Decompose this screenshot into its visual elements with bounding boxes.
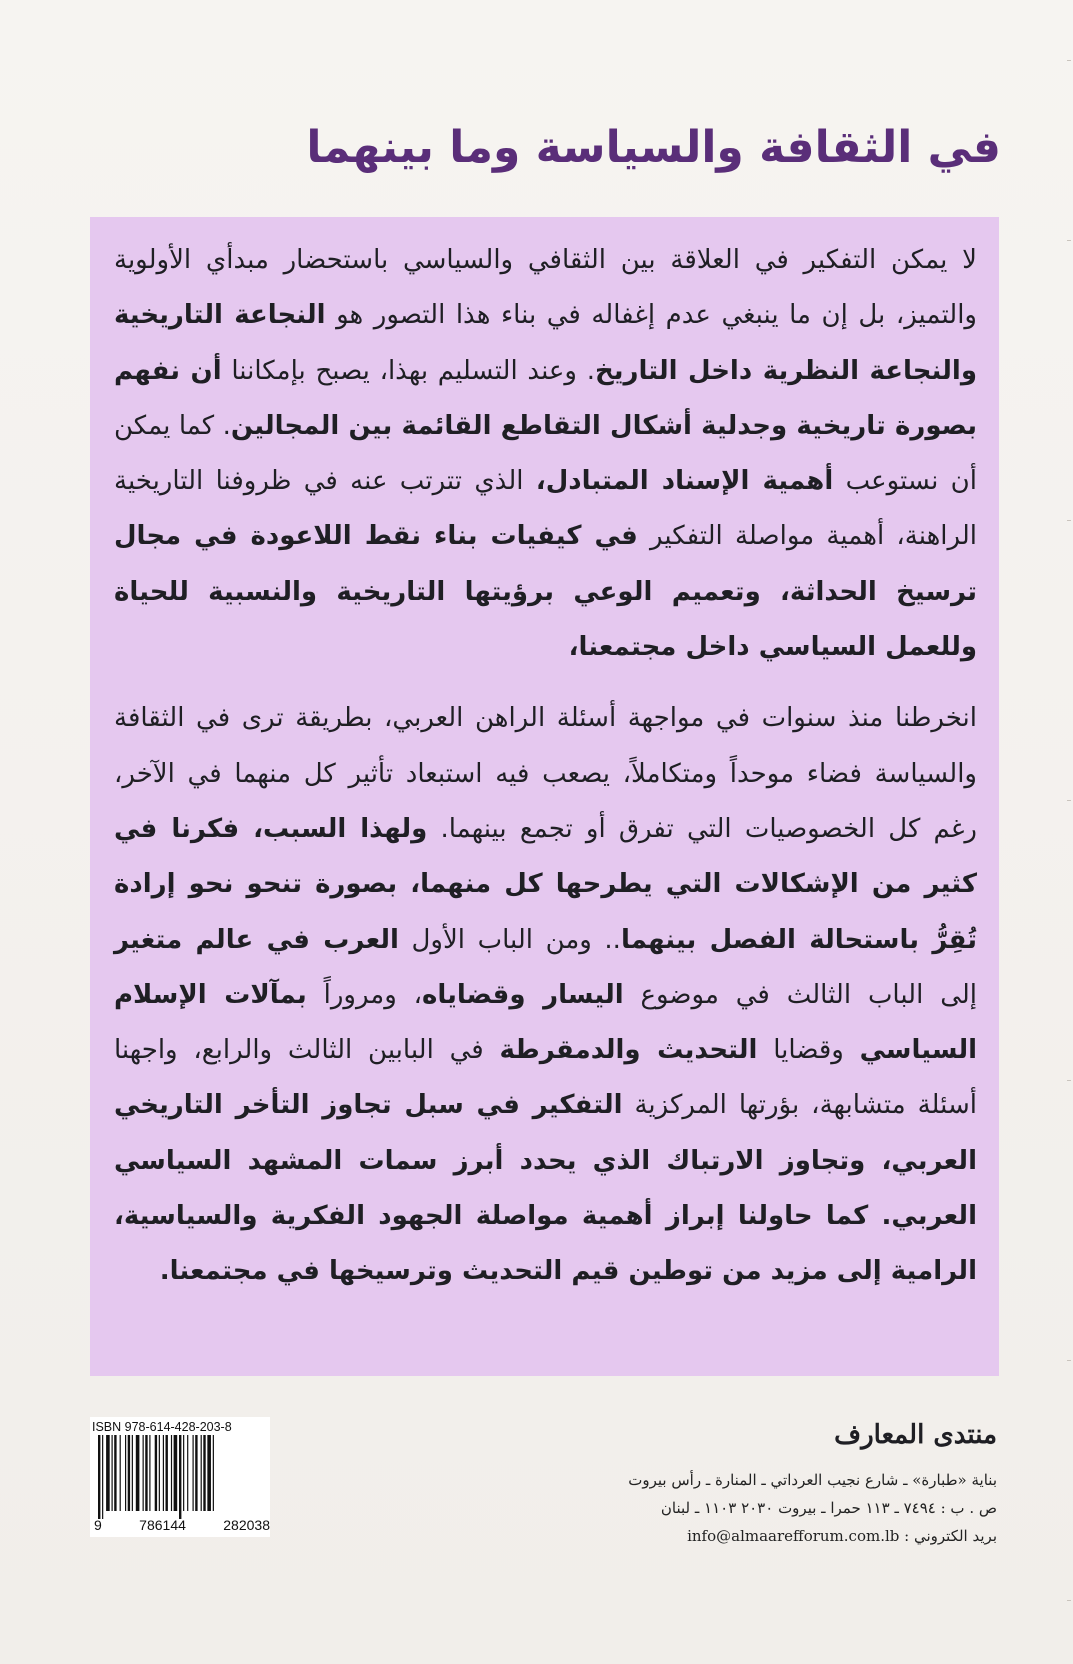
barcode-digits bbox=[94, 1517, 270, 1533]
body-text: ، ومروراً bbox=[306, 979, 423, 1010]
barcode-bar bbox=[159, 1435, 160, 1511]
barcode-bar bbox=[145, 1435, 147, 1511]
body-text: انخرطنا منذ سنوات في مواجهة أسئلة الراهن العربي، بطريقة ترى في الثقافة والسياسة فضاء موحداً ومتكاملاً، يصعب فيه استبعاد تأثير كل منهما في الآخر، رغم كل الخصوصيات التي تفرق أو تجمع بينهما. bbox=[114, 703, 977, 844]
emphasis-text: بمآلات الإسلام السياسي bbox=[114, 979, 978, 1066]
publisher-email: info@almaarefforum.com.lb bbox=[687, 1527, 900, 1545]
emphasis-text: أن نفهم بصورة تاريخية وجدلية أشكال التقاطع القائمة بين المجالين bbox=[114, 355, 978, 441]
body-text: . وعند التسليم بهذا، يصبح بإمكاننا bbox=[221, 355, 595, 386]
blurb-panel bbox=[90, 217, 999, 1376]
barcode-bar bbox=[128, 1435, 130, 1511]
edge-mark bbox=[1067, 60, 1071, 61]
barcode-bar bbox=[106, 1435, 110, 1511]
body-text: إلى الباب الثالث في موضوع bbox=[623, 979, 978, 1010]
barcode-digit-group-2: 282038 bbox=[223, 1517, 270, 1533]
edge-mark bbox=[1067, 1600, 1071, 1601]
barcode-bar bbox=[155, 1435, 157, 1511]
emphasis-text: العرب في عالم متغير bbox=[114, 924, 399, 955]
publisher-email-line bbox=[497, 1522, 997, 1550]
barcode-bar bbox=[120, 1435, 121, 1511]
emphasis-text: في كيفيات بناء نقط اللاعودة في مجال ترسيخ الحداثة، وتعميم الوعي برؤيتها التاريخية والنسبية للحياة وللعمل السياسي داخل مجتمعنا، bbox=[114, 521, 977, 663]
barcode-bar bbox=[98, 1435, 100, 1519]
emphasis-text: التحديث والدمقرطة bbox=[499, 1035, 758, 1066]
isbn-label: ISBN 978-614-428-203-8 bbox=[92, 1420, 232, 1434]
barcode-bar bbox=[112, 1435, 113, 1511]
barcode-bar bbox=[193, 1435, 194, 1511]
publisher-po-box: ص . ب : ٧٤٩٤ ـ ١١٣ حمرا ـ بيروت ٢٠٣٠ ١١٠٣ ـ لبنان bbox=[660, 1499, 997, 1517]
barcode-bar bbox=[187, 1435, 188, 1511]
publisher-block bbox=[497, 1418, 997, 1550]
barcode-bar bbox=[171, 1435, 172, 1511]
emphasis-text: أهمية الإسناد المتبادل، bbox=[535, 466, 834, 497]
barcode-bar bbox=[136, 1435, 140, 1511]
barcode-bar bbox=[179, 1435, 181, 1519]
isbn-barcode-block bbox=[90, 1417, 270, 1537]
body-text: . كما يمكن أن نستوعب bbox=[114, 410, 977, 497]
barcode-bar bbox=[207, 1435, 211, 1511]
barcode-bar bbox=[114, 1435, 116, 1511]
emphasis-text: اليسار وقضاياه bbox=[422, 979, 624, 1010]
barcode-digit-group-1: 786144 bbox=[139, 1517, 186, 1533]
barcode-bar bbox=[143, 1435, 144, 1511]
barcode-bar bbox=[183, 1435, 184, 1511]
edge-mark bbox=[1067, 1080, 1071, 1081]
edge-mark bbox=[1067, 800, 1071, 801]
barcode-bar bbox=[125, 1435, 126, 1511]
publisher-address: بناية «طبارة» ـ شارع نجيب العرداتي ـ المنارة ـ رأس بيروت bbox=[628, 1471, 997, 1489]
barcode-bar bbox=[203, 1435, 205, 1511]
barcode-bar bbox=[195, 1435, 197, 1511]
body-text: وقضايا bbox=[757, 1035, 860, 1066]
publisher-name: منتدى المعارف bbox=[834, 1420, 997, 1450]
body-text: في البابين الثالث والرابع، واجهنا أسئلة متشابهة، بؤرتها المركزية bbox=[114, 1035, 977, 1121]
blurb-paragraph bbox=[114, 233, 977, 675]
barcode-bar bbox=[163, 1435, 164, 1511]
barcode-bar bbox=[102, 1435, 103, 1519]
book-title: في الثقافة والسياسة وما بينهما bbox=[306, 122, 1001, 173]
barcode-bar bbox=[166, 1435, 168, 1511]
barcode-icon bbox=[96, 1435, 262, 1521]
emphasis-text: التفكير في سبل تجاوز التأخر التاريخي العربي، وتجاوز الارتباك الذي يحدد أبرز سمات المشهد السياسي العربي. كما حاولنا إبراز أهمية مواصلة الجهود الفكرية والسياسية، الرامية إلى مزيد من توطين قيم التحديث وترسيخها في مجتمعنا. bbox=[114, 1090, 977, 1287]
edge-mark bbox=[1067, 520, 1071, 521]
barcode-bar bbox=[149, 1435, 150, 1511]
barcode-bar bbox=[132, 1435, 133, 1511]
body-text: .. ومن الباب الأول bbox=[398, 924, 621, 955]
blurb-paragraph bbox=[114, 691, 977, 1299]
body-text: لا يمكن التفكير في العلاقة بين الثقافي والسياسي باستحضار مبدأي الأولوية والتميز، بل إن ما ينبغي عدم إغفاله في بناء هذا التصور هو bbox=[114, 245, 977, 331]
barcode-bar bbox=[213, 1435, 214, 1511]
barcode-bar bbox=[174, 1435, 178, 1511]
edge-mark bbox=[1067, 1360, 1071, 1361]
barcode-bar bbox=[201, 1435, 202, 1511]
emphasis-text: النجاعة التاريخية والنجاعة النظرية داخل التاريخ bbox=[114, 300, 977, 386]
barcode-digit-first: 9 bbox=[94, 1517, 102, 1533]
publisher-email-label: بريد الكتروني : bbox=[904, 1527, 997, 1545]
edge-mark bbox=[1067, 240, 1071, 241]
body-text: الذي تترتب عنه في ظروفنا التاريخية الراهنة، أهمية مواصلة التفكير bbox=[114, 466, 977, 552]
emphasis-text: ولهذا السبب، فكرنا في كثير من الإشكالات التي يطرحها كل منهما، بصورة تنحو نحو إرادة تُقِرُّ باستحالة الفصل بينهما bbox=[114, 813, 978, 955]
